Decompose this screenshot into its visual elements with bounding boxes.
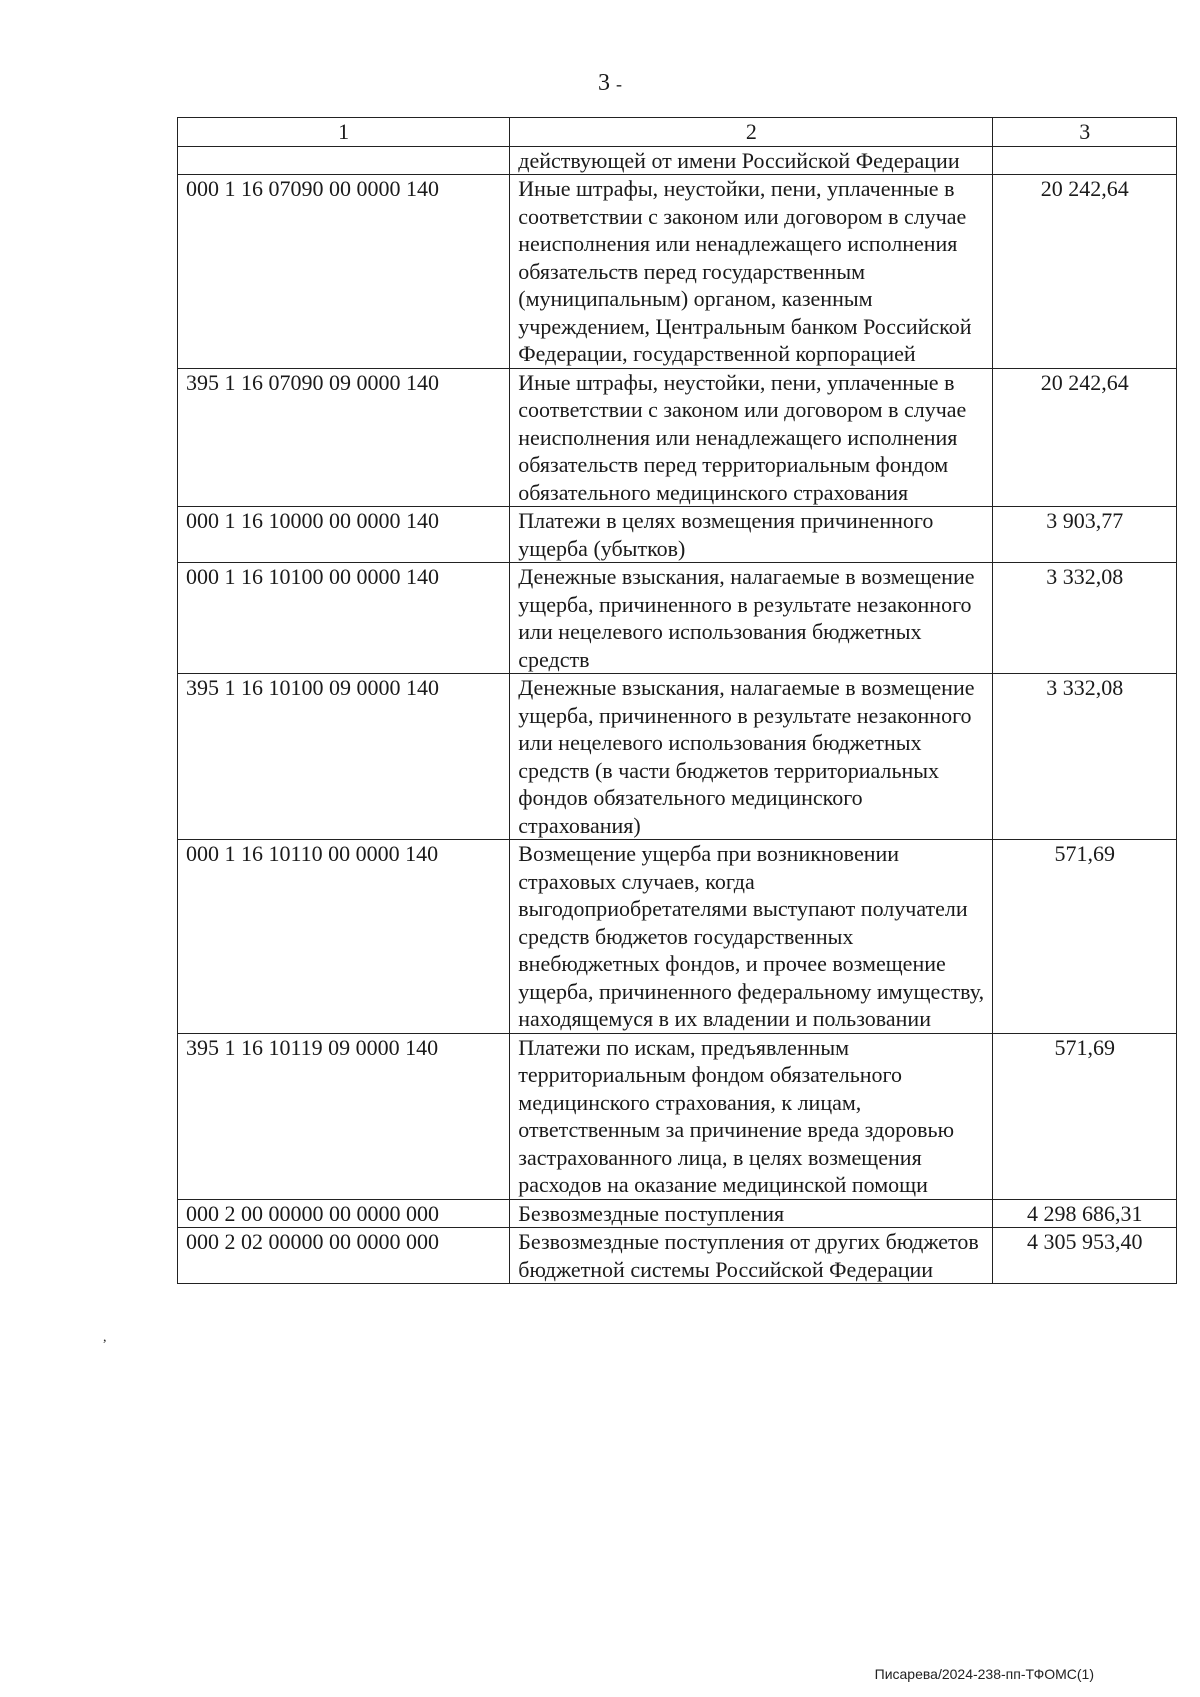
page-number-value: 3: [598, 70, 610, 96]
description-cell: Платежи в целях возмещения причиненного ущерба (убытков): [510, 507, 993, 563]
table-row: [178, 368, 1177, 507]
table-row: [178, 1199, 1177, 1228]
budget-code-cell: 000 2 02 00000 00 0000 000: [178, 1228, 510, 1284]
table-row: [178, 146, 1177, 175]
table-row: [178, 1228, 1177, 1284]
column-header-3: 3: [993, 118, 1177, 147]
budget-code-cell: 000 1 16 07090 00 0000 140: [178, 175, 510, 369]
amount-cell: 3 903,77: [993, 507, 1177, 563]
budget-code-cell: [178, 146, 510, 175]
scan-speck: ,: [103, 1330, 107, 1345]
amount-cell: [993, 146, 1177, 175]
page-number: [0, 70, 1200, 97]
table-row: [178, 175, 1177, 369]
page-number-mark: -: [616, 74, 622, 94]
table-row: [178, 563, 1177, 674]
column-header-2: 2: [510, 118, 993, 147]
budget-code-cell: 395 1 16 07090 09 0000 140: [178, 368, 510, 507]
amount-cell: 20 242,64: [993, 175, 1177, 369]
amount-cell: 4 298 686,31: [993, 1199, 1177, 1228]
amount-cell: 20 242,64: [993, 368, 1177, 507]
description-cell: действующей от имени Российской Федерации: [510, 146, 993, 175]
budget-revenue-table: [177, 117, 1177, 1284]
budget-code-cell: 395 1 16 10119 09 0000 140: [178, 1033, 510, 1199]
table-header-row: [178, 118, 1177, 147]
table-row: [178, 674, 1177, 840]
table-row: [178, 840, 1177, 1034]
description-cell: Денежные взыскания, налагаемые в возмещение ущерба, причиненного в результате незаконного или нецелевого использования бюджетных средств (в части бюджетов территориальных фондов обязательного медицинского страхования): [510, 674, 993, 840]
amount-cell: 3 332,08: [993, 563, 1177, 674]
table-row: [178, 507, 1177, 563]
budget-code-cell: 000 2 00 00000 00 0000 000: [178, 1199, 510, 1228]
description-cell: Платежи по искам, предъявленным территориальным фондом обязательного медицинского страхования, к лицам, ответственным за причинение вреда здоровью застрахованного лица, в целях возмещения расходов на оказание медицинской помощи: [510, 1033, 993, 1199]
description-cell: Возмещение ущерба при возникновении страховых случаев, когда выгодоприобретателями выступают получатели средств бюджетов государственных внебюджетных фондов, и прочее возмещение ущерба, причиненного федеральному имуществу, находящемуся в их владении и пользовании: [510, 840, 993, 1034]
amount-cell: 571,69: [993, 1033, 1177, 1199]
amount-cell: 571,69: [993, 840, 1177, 1034]
budget-code-cell: 000 1 16 10110 00 0000 140: [178, 840, 510, 1034]
description-cell: Безвозмездные поступления: [510, 1199, 993, 1228]
budget-code-cell: 000 1 16 10100 00 0000 140: [178, 563, 510, 674]
description-cell: Иные штрафы, неустойки, пени, уплаченные в соответствии с законом или договором в случае неисполнения или ненадлежащего исполнения обязательств перед территориальным фондом обязательного медицинского страхования: [510, 368, 993, 507]
amount-cell: 3 332,08: [993, 674, 1177, 840]
column-header-1: 1: [178, 118, 510, 147]
amount-cell: 4 305 953,40: [993, 1228, 1177, 1284]
budget-code-cell: 000 1 16 10000 00 0000 140: [178, 507, 510, 563]
description-cell: Денежные взыскания, налагаемые в возмещение ущерба, причиненного в результате незаконного или нецелевого использования бюджетных средств: [510, 563, 993, 674]
table-row: [178, 1033, 1177, 1199]
document-reference: Писарева/2024-238-пп-ТФОМС(1): [874, 1666, 1094, 1682]
description-cell: Безвозмездные поступления от других бюджетов бюджетной системы Российской Федерации: [510, 1228, 993, 1284]
budget-code-cell: 395 1 16 10100 09 0000 140: [178, 674, 510, 840]
description-cell: Иные штрафы, неустойки, пени, уплаченные в соответствии с законом или договором в случае неисполнения или ненадлежащего исполнения обязательств перед государственным (муниципальным) органом, казенным учреждением, Центральным банком Российской Федерации, государственной корпорацией: [510, 175, 993, 369]
